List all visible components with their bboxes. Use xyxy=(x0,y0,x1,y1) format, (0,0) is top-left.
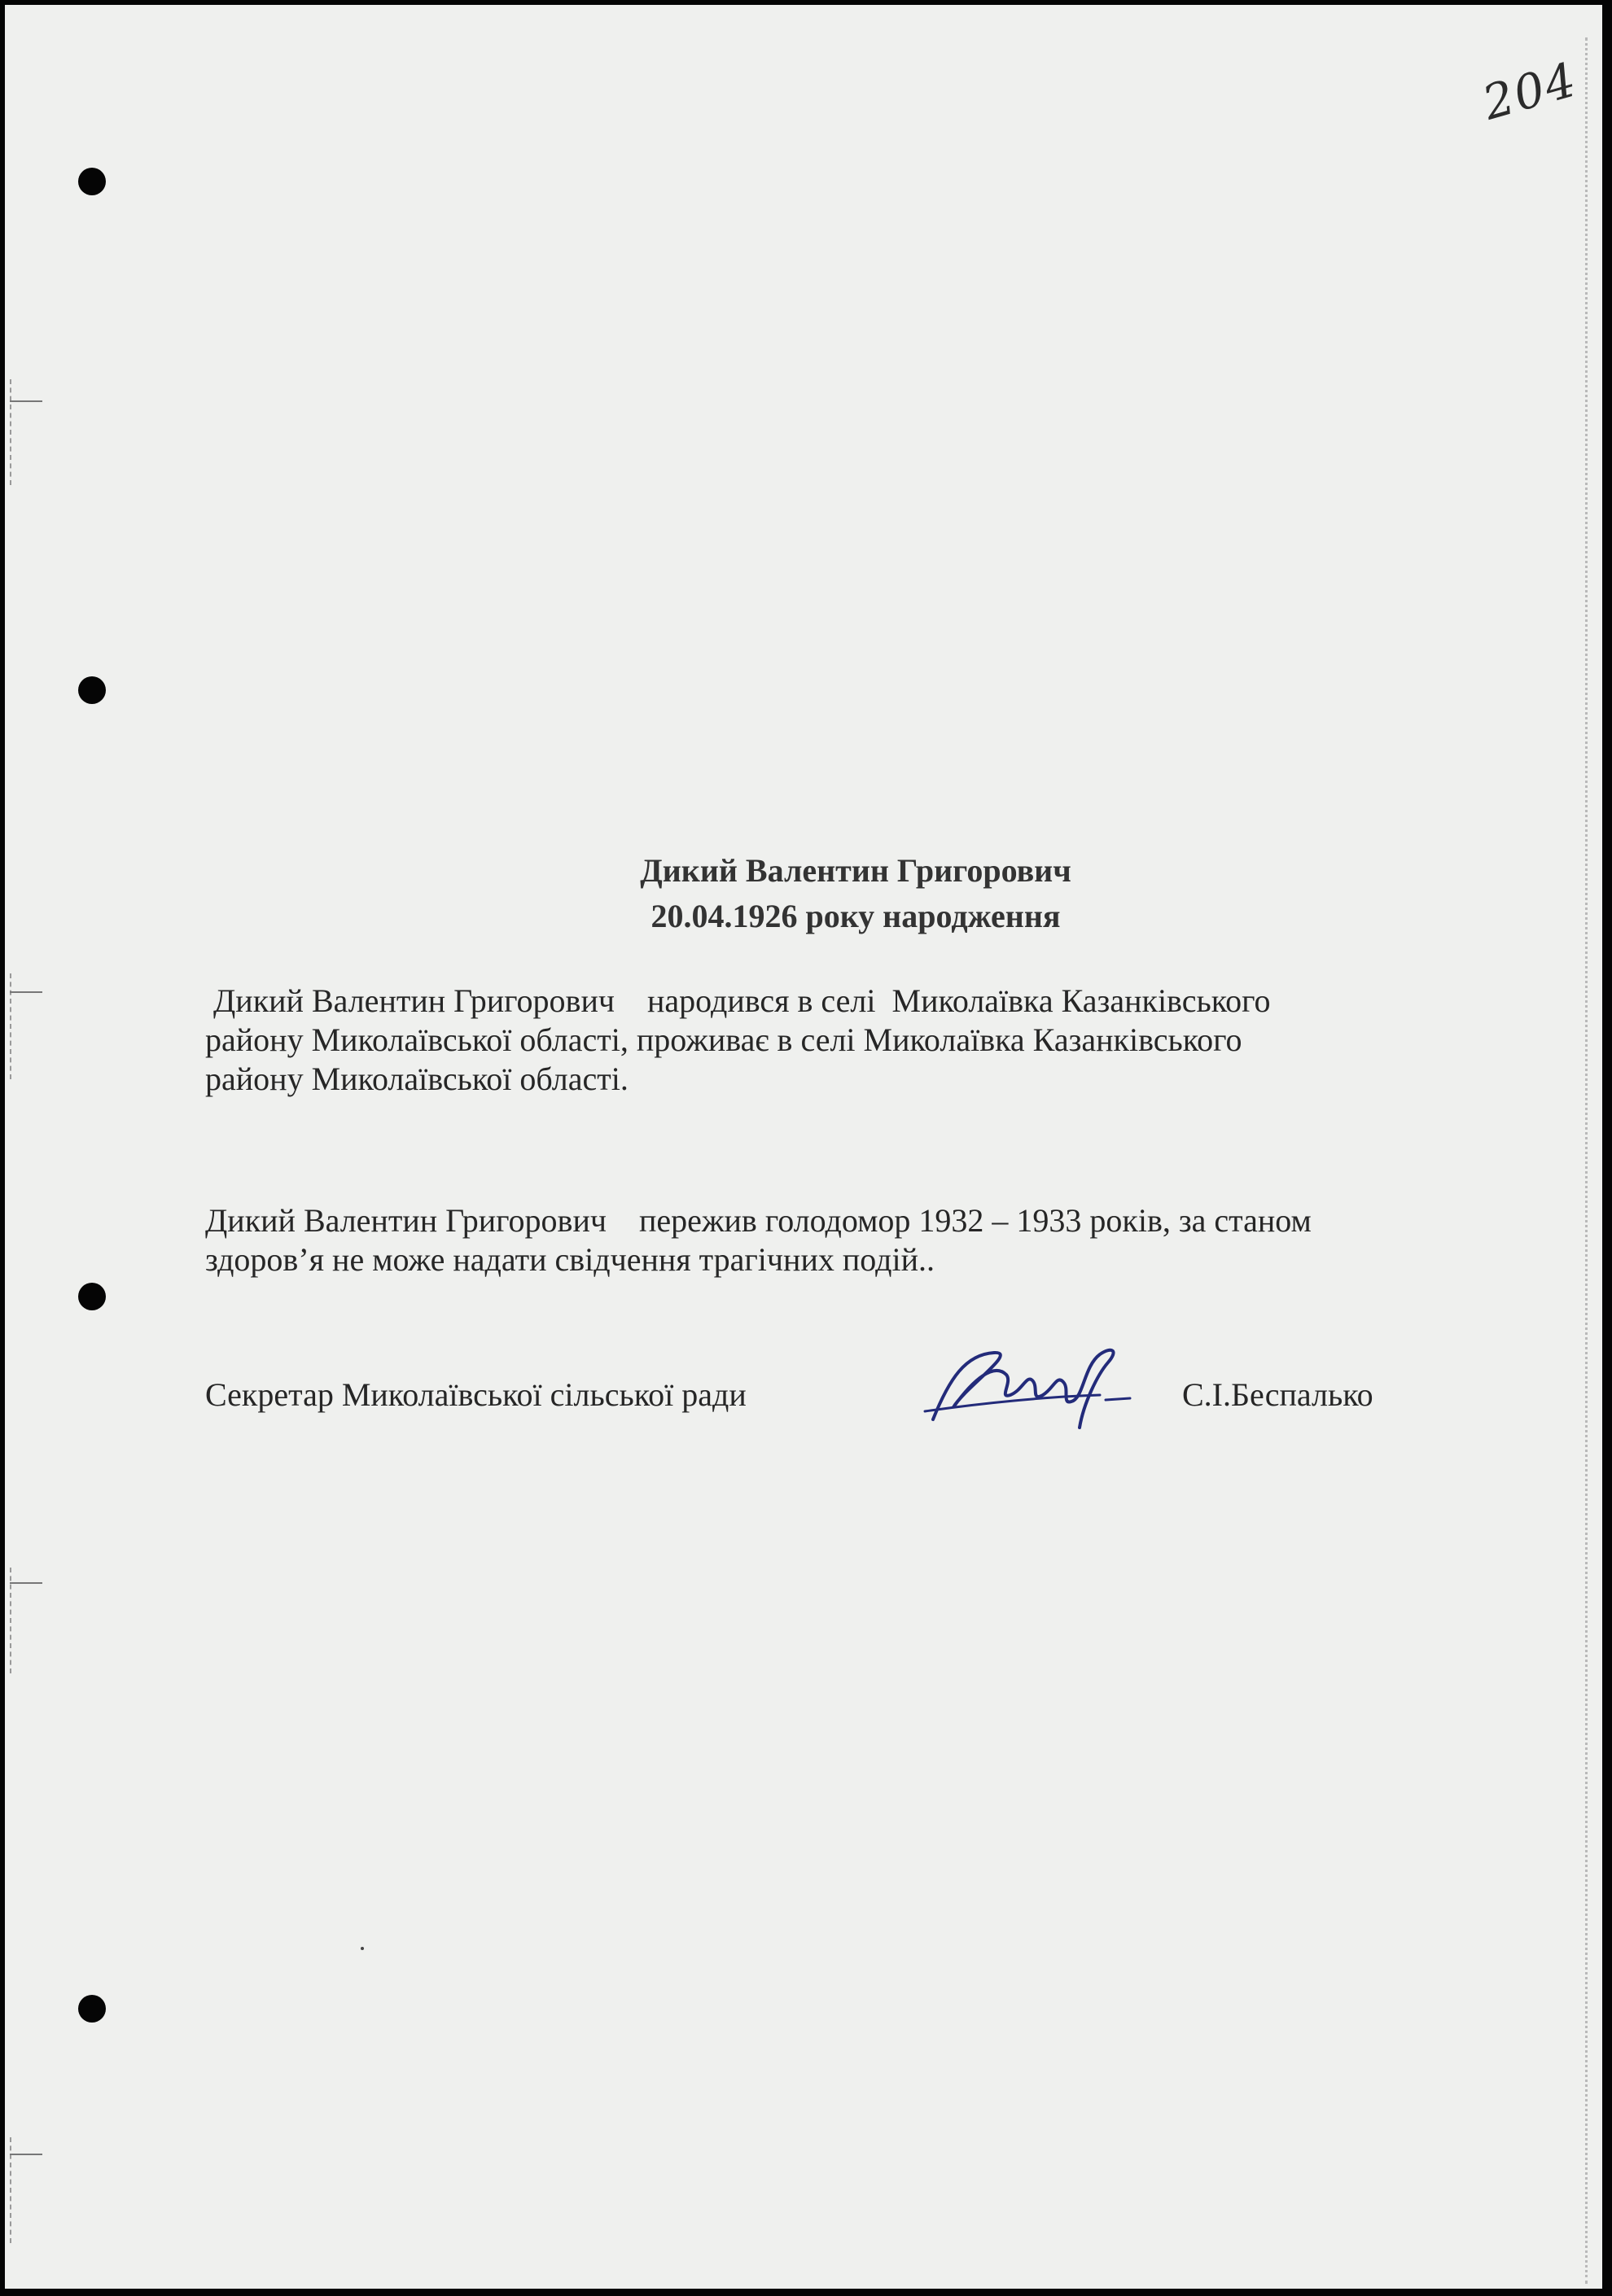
paragraph-line: району Миколаївської області, проживає в селі Миколаївка Казанківського xyxy=(205,1021,1242,1058)
right-perforation xyxy=(1580,37,1588,2284)
binding-mark xyxy=(10,1582,42,1584)
signatory-name: С.І.Беспалько xyxy=(1182,1376,1373,1413)
paragraph-line: району Миколаївської області. xyxy=(205,1061,629,1097)
binding-mark xyxy=(10,400,42,402)
left-perforation xyxy=(10,379,26,485)
signatory-title: Секретар Миколаївської сільської ради xyxy=(205,1376,747,1413)
paragraph-testimony xyxy=(205,1201,1508,1279)
paragraph-line: Дикий Валентин Григорович пережив голодомор 1932 – 1933 років, за станом xyxy=(205,1202,1312,1239)
birth-date-heading: 20.04.1926 року народження xyxy=(650,898,1061,934)
paper-speck xyxy=(361,1947,364,1950)
binding-mark xyxy=(10,2154,42,2155)
left-perforation xyxy=(10,973,26,1079)
paragraph-birthplace xyxy=(205,982,1508,1099)
handwritten-signature xyxy=(917,1330,1137,1436)
document-page xyxy=(5,5,1602,2289)
person-name-heading: Дикий Валентин Григорович xyxy=(640,852,1071,889)
paragraph-line: здоров’я не може надати свідчення трагічних подій.. xyxy=(205,1241,935,1278)
page-number: 204 xyxy=(1476,51,1584,131)
punch-hole xyxy=(78,676,106,704)
paragraph-line: Дикий Валентин Григорович народився в селі Миколаївка Казанківського xyxy=(205,982,1271,1019)
punch-hole xyxy=(78,1995,106,2023)
signature-block xyxy=(205,1375,1443,1424)
punch-hole xyxy=(78,1283,106,1310)
punch-hole xyxy=(78,168,106,195)
binding-mark xyxy=(10,991,42,993)
